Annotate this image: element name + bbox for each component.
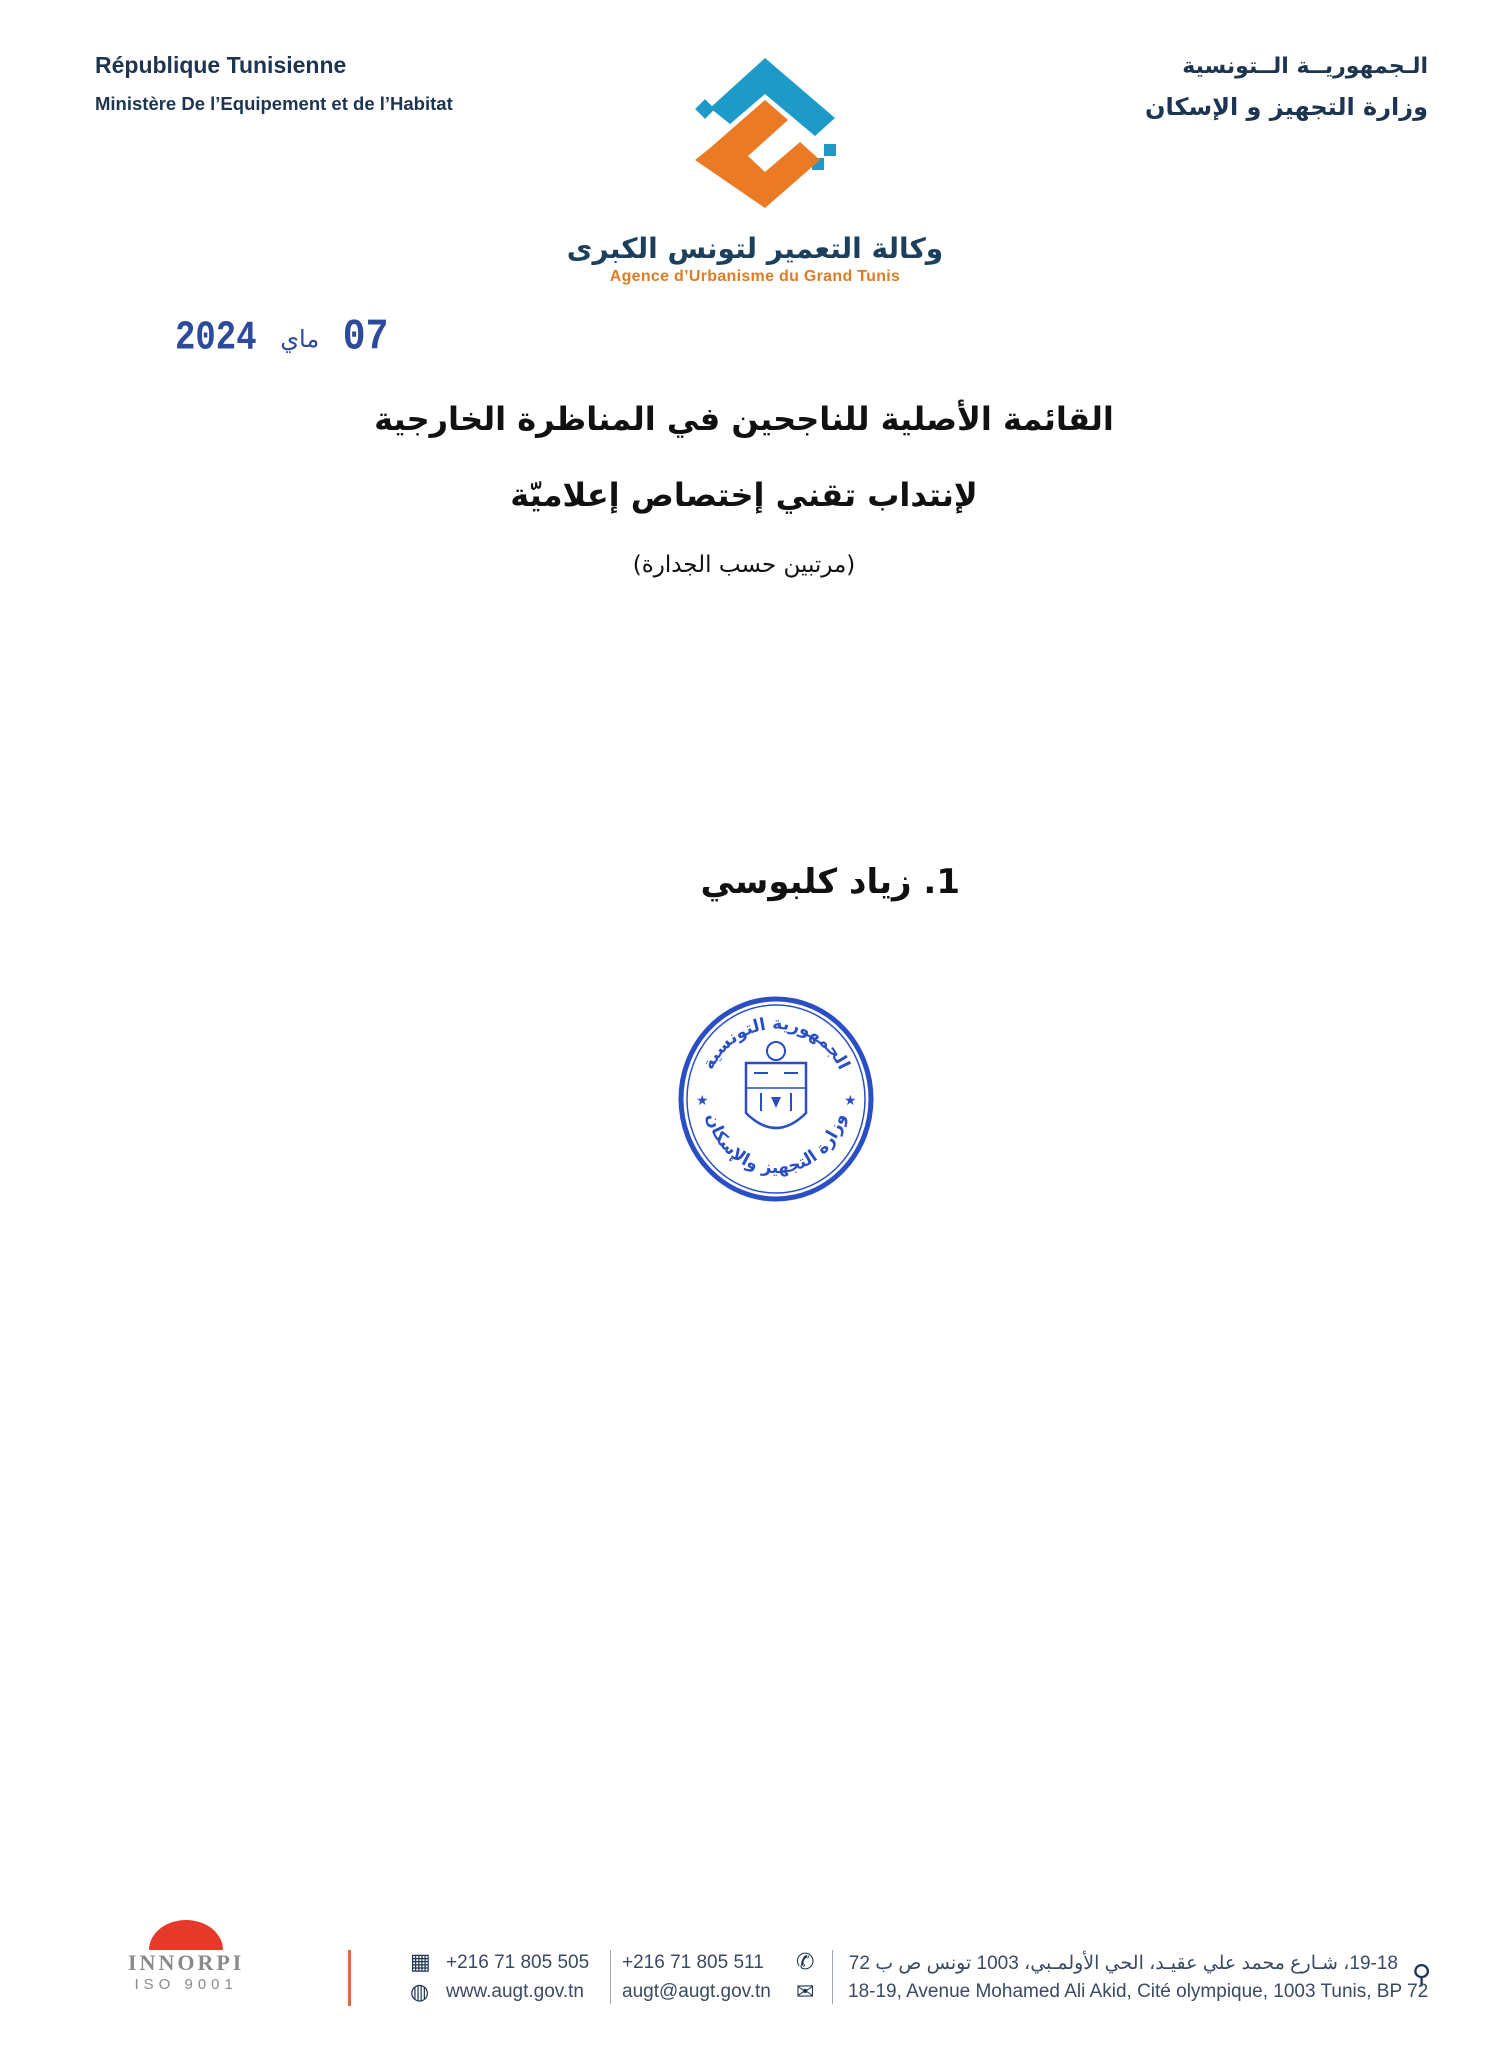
- cert-standard: ISO 9001: [134, 1976, 238, 1993]
- svg-text:وزارة التجهيز والإسكان: [702, 1111, 850, 1178]
- seal-text-top: الجمهورية التونسية: [698, 1013, 854, 1073]
- email-link[interactable]: augt@augt.gov.tn: [622, 1981, 771, 2002]
- agency-logo-icon: [690, 58, 840, 222]
- location-pin-icon: ⚲: [1412, 1960, 1432, 1990]
- phone-icon: ✆: [796, 1950, 815, 1975]
- address-fr: 18-19, Avenue Mohamed Ali Akid, Cité olympique, 1003 Tunis, BP 72: [848, 1981, 1429, 2002]
- list-item: 1. زياد كلبوسي: [700, 862, 960, 902]
- website-link[interactable]: www.augt.gov.tn: [446, 1981, 585, 2002]
- footer-contacts: [410, 1950, 1460, 2010]
- date-month: ماي: [280, 325, 320, 353]
- svg-text:★: ★: [696, 1093, 709, 1109]
- cert-name: INNORPI: [128, 1950, 245, 1975]
- fax-number: +216 71 805 505: [446, 1952, 590, 1973]
- document-title: القائمة الأصلية للناجحين في المناظرة الخارجية: [374, 400, 1114, 438]
- agency-name-fr: Agence d’Urbanisme du Grand Tunis: [609, 268, 901, 285]
- country-name-ar: الـجمهوريــة الــتونسية: [1182, 54, 1428, 79]
- mail-icon: ✉: [796, 1980, 815, 2005]
- header-french: [95, 52, 453, 115]
- ministry-name-fr: Ministère De l’Equipement et de l’Habitat: [95, 93, 453, 114]
- footer-divider: [348, 1950, 351, 2006]
- globe-icon: ◍: [410, 1980, 430, 2005]
- document-subtitle: (مرتبين حسب الجدارة): [632, 552, 856, 578]
- certification-sun-icon: [131, 1920, 241, 1950]
- seal-text-bottom: وزارة التجهيز والإسكان: [701, 1111, 850, 1179]
- address-ar: 19-18، شـارع محمد علي عقيـد، الحي الأولمـبي، 1003 تونس ص ب 72: [848, 1953, 1398, 1974]
- date-stamp: [175, 312, 389, 363]
- document-title-line2: لإنتداب تقني إختصاص إعلاميّة: [510, 476, 978, 514]
- svg-text:★: ★: [844, 1093, 857, 1109]
- date-day: 07: [342, 312, 389, 363]
- agency-name-ar: وكالة التعمير لتونس الكبرى: [566, 232, 944, 265]
- ministry-name-ar: وزارة التجهيز و الإسكان: [1145, 93, 1428, 121]
- fax-icon: ▦: [410, 1950, 431, 1975]
- official-seal-icon: [676, 993, 876, 1209]
- date-year: 2024: [175, 316, 257, 362]
- country-name-fr: République Tunisienne: [95, 52, 347, 78]
- innorpi-logo: [128, 1920, 244, 1993]
- header-arabic: [1145, 54, 1428, 121]
- phone-number: +216 71 805 511: [622, 1952, 764, 1973]
